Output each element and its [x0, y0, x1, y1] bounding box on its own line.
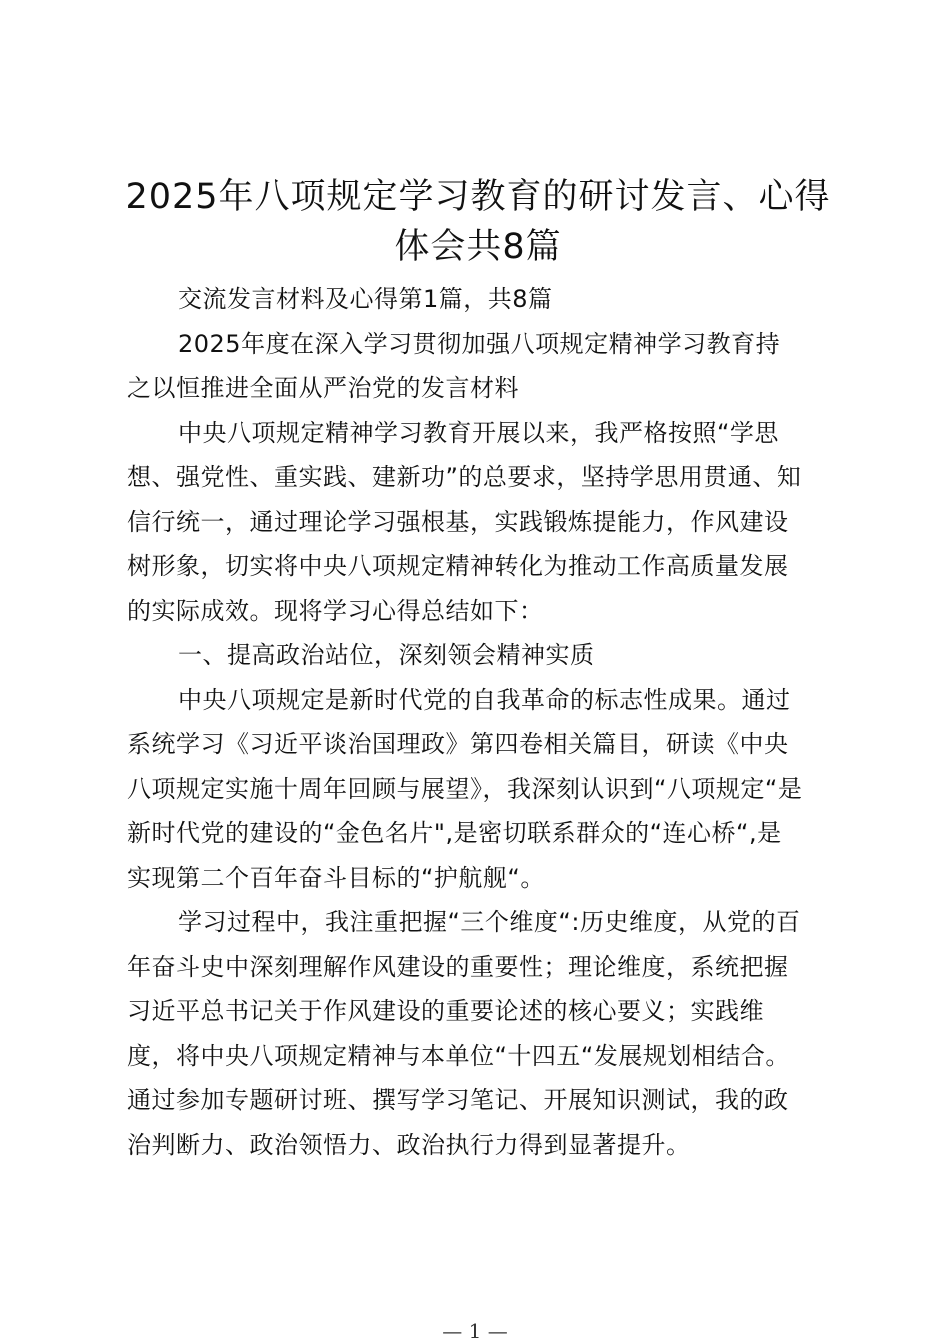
body-paragraph: [127, 900, 833, 1167]
article-heading-paragraph: [127, 322, 833, 411]
text-line: 中央八项规定精神学习教育开展以来，我严格按照“学思: [178, 418, 779, 447]
document-title: [118, 172, 838, 272]
intro-paragraph: [127, 411, 833, 634]
text-line: 学习过程中，我注重把握“三个维度“:历史维度，从党的百: [178, 908, 801, 936]
subtitle-paragraph: [127, 277, 833, 322]
text-line: 实现第二个百年奋斗目标的“护航舰“。: [127, 863, 545, 892]
text-line: 想、强党性、重实践、建新功”的总要求，坚持学思用贯通、知: [127, 463, 802, 491]
text-line: 交流发言材料及心得第1篇，共8篇: [178, 285, 553, 313]
text-line: 八项规定实施十周年回顾与展望》，我深刻认识到“八项规定“是: [127, 774, 803, 803]
text-line: 信行统一，通过理论学习强根基，实践锻炼提能力，作风建设: [127, 507, 789, 536]
text-line: 系统学习《习近平谈治国理政》第四卷相关篇目，研读《中央: [127, 730, 789, 758]
text-line: 新时代党的建设的“金色名片",是密切联系群众的“连心桥“,是: [127, 819, 782, 847]
text-line: 度，将中央八项规定精神与本单位“十四五“发展规划相结合。: [127, 1041, 790, 1070]
text-line: 中央八项规定是新时代党的自我革命的标志性成果。通过: [178, 685, 791, 714]
body-paragraph: [127, 678, 833, 901]
text-line: 通过参加专题研讨班、撰写学习笔记、开展知识测试，我的政: [127, 1086, 789, 1114]
title-line: 2025年八项规定学习教育的研讨发言、心得: [125, 177, 831, 217]
text-line: 习近平总书记关于作风建设的重要论述的核心要义；实践维: [127, 997, 764, 1025]
text-line: 的实际成效。现将学习心得总结如下：: [127, 596, 544, 625]
text-line: 一、提高政治站位，深刻领会精神实质: [178, 641, 595, 669]
text-line: 之以恒推进全面从严治党的发言材料: [127, 374, 519, 402]
text-line: 树形象，切实将中央八项规定精神转化为推动工作高质量发展: [127, 552, 789, 580]
text-line: 治判断力、政治领悟力、政治执行力得到显著提升。: [127, 1130, 691, 1159]
title-line: 体会共8篇: [394, 227, 562, 267]
page-number: — 1 —: [442, 1319, 508, 1343]
text-line: 2025年度在深入学习贯彻加强八项规定精神学习教育持: [178, 329, 781, 358]
text-line: 年奋斗史中深刻理解作风建设的重要性；理论维度，系统把握: [127, 952, 789, 981]
section-heading: [127, 633, 833, 678]
document-body: [127, 277, 833, 1167]
